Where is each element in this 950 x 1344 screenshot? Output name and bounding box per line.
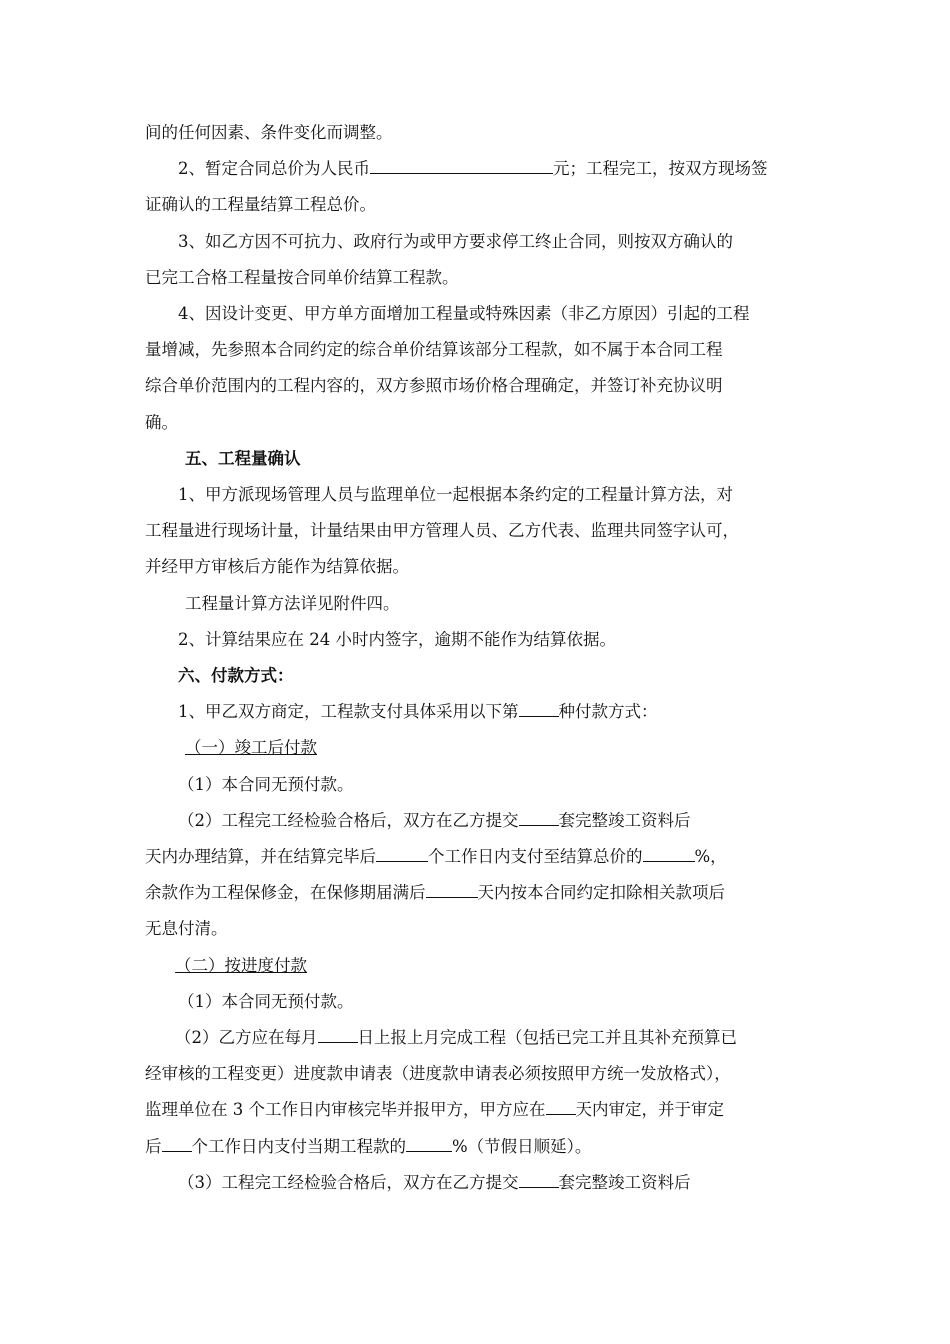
percent-blank[interactable] — [643, 844, 695, 862]
clause-5-1 — [145, 477, 807, 513]
subsection-heading-1 — [145, 730, 807, 766]
line-text: 个工作日内支付至结算总价的 — [428, 847, 643, 867]
text-line — [145, 513, 807, 549]
subheading-text: （一）竣工后付款 — [185, 738, 317, 758]
line-text: 1、甲方派现场管理人员与监理单位一起根据本条约定的工程量计算方法，对 — [178, 485, 733, 505]
clause-5-2 — [145, 622, 807, 658]
text-line — [145, 1092, 807, 1128]
clause-4-2 — [145, 151, 807, 187]
clause-4-3 — [145, 224, 807, 260]
line-text: 套完整竣工资料后 — [558, 1172, 691, 1192]
line-text: 元；工程完工，按双方现场签 — [553, 159, 768, 179]
line-text: 证确认的工程量结算工程总价。 — [145, 195, 376, 215]
line-text: 监理单位在 3 个工作日内审核完毕并报甲方，甲方应在 — [145, 1100, 546, 1120]
line-text: 2、计算结果应在 24 小时内签字，逾期不能作为结算依据。 — [178, 629, 616, 649]
clause-4-4 — [145, 296, 807, 332]
line-text: 已完工合格工程量按合同单价结算工程款。 — [145, 267, 459, 287]
text-line — [145, 1056, 807, 1092]
text-line — [145, 260, 807, 296]
text-line — [145, 984, 807, 1020]
line-text: 1、甲乙双方商定，工程款支付具体采用以下第 — [178, 702, 519, 722]
clause-6-1 — [145, 694, 807, 730]
text-line — [145, 911, 807, 947]
payment-workdays-blank[interactable] — [162, 1133, 192, 1151]
text-line — [145, 1129, 807, 1165]
section-heading-6 — [145, 658, 807, 694]
text-line — [145, 332, 807, 368]
final-document-sets-blank[interactable] — [519, 1170, 559, 1188]
line-text: 4、因设计变更、甲方单方面增加工程量或特殊因素（非乙方原因）引起的工程 — [178, 304, 750, 324]
text-line — [145, 839, 807, 875]
line-text: 3、如乙方因不可抗力、政府行为或甲方要求停工终止合同，则按双方确认的 — [178, 231, 733, 251]
total-price-blank[interactable] — [370, 156, 553, 174]
text-line — [145, 803, 807, 839]
text-line — [145, 549, 807, 585]
line-text: 后 — [145, 1136, 162, 1156]
line-text: 工程量进行现场计量，计量结果由甲方管理人员、乙方代表、监理共同签字认可， — [145, 521, 739, 541]
line-text: 间的任何因素、条件变化而调整。 — [145, 123, 393, 142]
contract-page — [145, 115, 807, 1201]
line-text: 日上报上月完成工程（包括已完工并且其补充预算已 — [357, 1028, 737, 1048]
text-line — [145, 187, 807, 223]
line-text: 综合单价范围内的工程内容的，双方参照市场价格合理确定，并签订补充协议明 — [145, 376, 723, 396]
line-text: %（节假日顺延）。 — [452, 1136, 592, 1156]
text-line — [145, 115, 807, 151]
line-text: 量增减，先参照本合同约定的综合单价结算该部分工程款，如不属于本合同工程 — [145, 340, 723, 360]
line-text: 经审核的工程变更）进度款申请表（进度款申请表必须按照甲方统一发放格式）， — [145, 1064, 731, 1084]
text-line — [145, 586, 807, 622]
line-text: 2、暂定合同总价为人民币 — [178, 159, 370, 179]
subheading-text: （二）按进度付款 — [175, 955, 307, 975]
subsection-heading-2 — [145, 948, 807, 984]
progress-percent-blank[interactable] — [406, 1133, 452, 1151]
line-text: （2）乙方应在每月 — [175, 1028, 318, 1048]
line-text: 种付款方式： — [558, 702, 658, 722]
line-text: （3）工程完工经检验合格后，双方在乙方提交 — [178, 1172, 519, 1192]
text-line — [145, 767, 807, 803]
text-line — [145, 1165, 807, 1201]
workdays-blank[interactable] — [376, 844, 428, 862]
text-line — [145, 368, 807, 404]
section-heading-5 — [145, 441, 807, 477]
line-text: 套完整竣工资料后 — [558, 810, 691, 830]
payment-method-blank[interactable] — [519, 699, 559, 717]
line-text: %， — [694, 847, 727, 867]
line-text: 工程量计算方法详见附件四。 — [185, 593, 400, 613]
text-line — [145, 875, 807, 911]
monthly-day-blank[interactable] — [318, 1025, 358, 1043]
line-text: 余款作为工程保修金，在保修期届满后 — [145, 883, 426, 903]
line-text: （1）本合同无预付款。 — [178, 774, 354, 794]
line-text: 并经甲方审核后方能作为结算依据。 — [145, 557, 409, 577]
text-line — [145, 405, 807, 441]
line-text: 个工作日内支付当期工程款的 — [191, 1136, 406, 1156]
line-text: 确。 — [145, 412, 178, 432]
review-days-blank[interactable] — [546, 1097, 576, 1115]
days-blank[interactable] — [426, 880, 478, 898]
document-sets-blank[interactable] — [519, 808, 559, 826]
heading-text: 六、付款方式： — [178, 666, 294, 686]
line-text: 天内审定，并于审定 — [575, 1100, 724, 1120]
line-text: 天内办理结算，并在结算完毕后 — [145, 847, 376, 867]
text-line — [145, 1020, 807, 1056]
line-text: 天内按本合同约定扣除相关款项后 — [477, 883, 725, 903]
line-text: （1）本合同无预付款。 — [178, 991, 354, 1011]
heading-text: 五、工程量确认 — [185, 448, 301, 468]
line-text: 无息付清。 — [145, 919, 228, 939]
line-text: （2）工程完工经检验合格后，双方在乙方提交 — [178, 810, 519, 830]
